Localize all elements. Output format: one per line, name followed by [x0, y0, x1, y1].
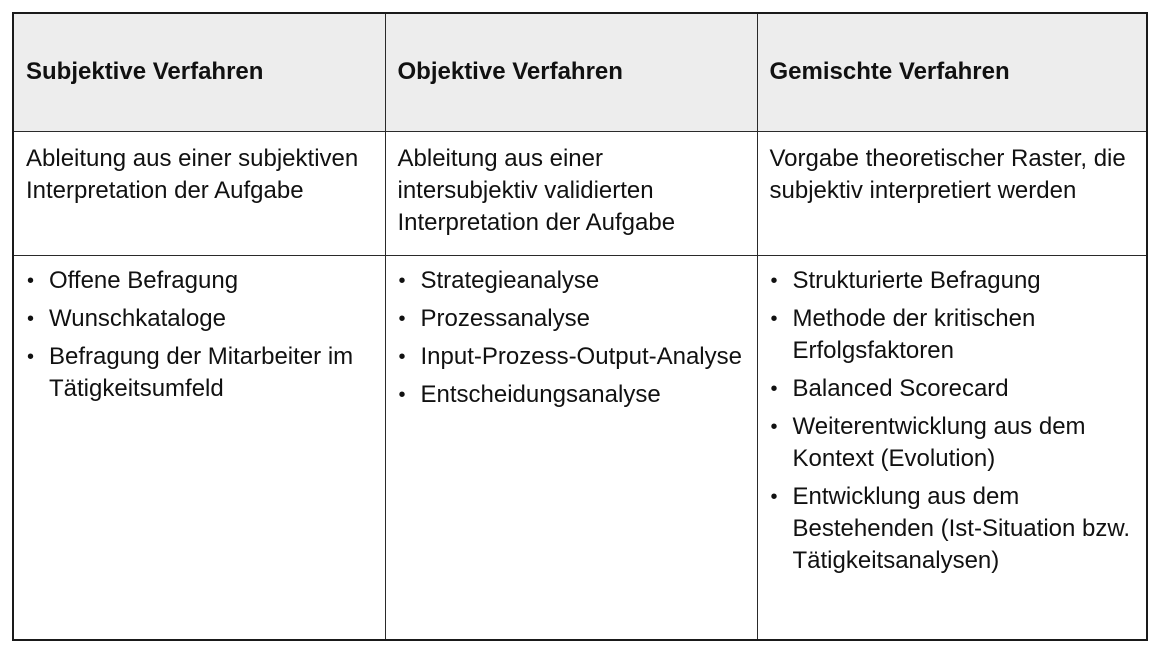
table-header-row — [13, 13, 1147, 131]
method-list-item: • Methode der kritischen Erfolgsfaktoren — [770, 303, 1135, 367]
header-subjektive-verfahren: Subjektive Verfahren — [13, 13, 385, 131]
description-gemischte: Vorgabe theoretischer Raster, die subjektiv interpretiert werden — [757, 131, 1147, 255]
method-list-item: • Balanced Scorecard — [770, 373, 1135, 405]
methods-cell-objektive — [385, 255, 757, 640]
method-list-gemischte — [770, 265, 1135, 577]
method-table-container — [12, 12, 1146, 641]
method-list-item: • Weiterentwicklung aus dem Kontext (Evolution) — [770, 411, 1135, 475]
method-list-item: • Offene Befragung — [26, 265, 373, 297]
header-gemischte-verfahren: Gemischte Verfahren — [757, 13, 1147, 131]
method-list-item: • Strategieanalyse — [398, 265, 745, 297]
description-subjektive: Ableitung aus einer subjektiven Interpretation der Aufgabe — [13, 131, 385, 255]
method-list-subjektive — [26, 265, 373, 405]
method-list-item: • Entscheidungsanalyse — [398, 379, 745, 411]
method-list-item: • Befragung der Mitarbeiter im Tätigkeitsumfeld — [26, 341, 373, 405]
header-objektive-verfahren: Objektive Verfahren — [385, 13, 757, 131]
method-list-item: • Strukturierte Befragung — [770, 265, 1135, 297]
description-row — [13, 131, 1147, 255]
method-list-item: • Wunschkataloge — [26, 303, 373, 335]
method-comparison-table — [12, 12, 1148, 641]
method-list-item: • Prozessanalyse — [398, 303, 745, 335]
method-list-objektive — [398, 265, 745, 411]
methods-cell-subjektive — [13, 255, 385, 640]
methods-row — [13, 255, 1147, 640]
methods-cell-gemischte — [757, 255, 1147, 640]
method-list-item: • Input-Prozess-Output-Analyse — [398, 341, 745, 373]
description-objektive: Ableitung aus einer intersubjektiv validierten Interpretation der Aufgabe — [385, 131, 757, 255]
method-list-item: • Entwicklung aus dem Bestehenden (Ist-Situation bzw. Tätigkeitsanalysen) — [770, 481, 1135, 577]
